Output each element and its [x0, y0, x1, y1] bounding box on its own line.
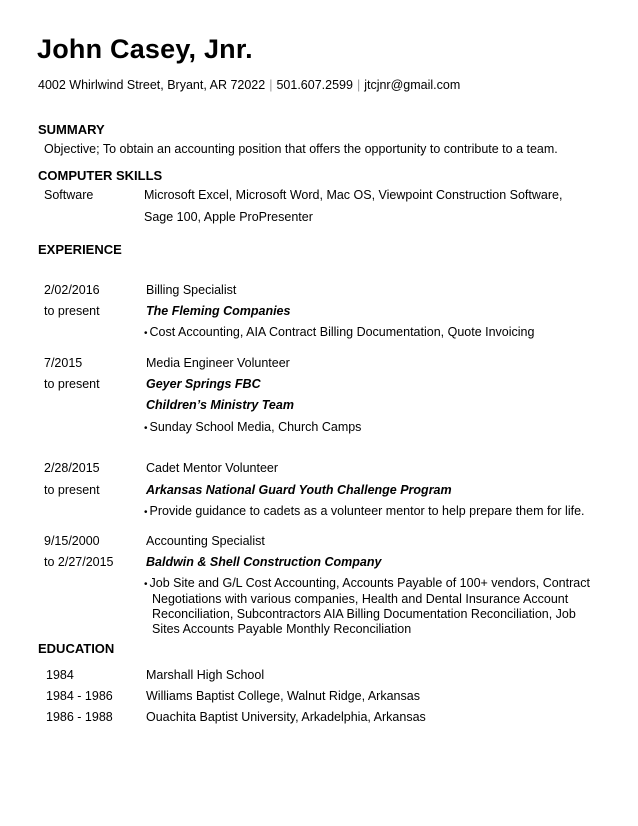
bullet-icon: • [144, 507, 148, 518]
job-bullet [144, 576, 606, 637]
bullet-icon: • [144, 423, 148, 434]
education-year: 1984 - 1986 [46, 689, 113, 703]
job-bullet-text: Provide guidance to cadets as a volunteer mentor to help prepare them for life. [149, 504, 585, 518]
job-title: Billing Specialist [146, 283, 237, 297]
education-school: Williams Baptist College, Walnut Ridge, Arkansas [146, 689, 420, 703]
job-date-end: to present [44, 304, 100, 318]
job-title: Cadet Mentor Volunteer [146, 461, 279, 475]
job-date-start: 9/15/2000 [44, 534, 100, 548]
separator: | [356, 78, 361, 92]
address: 4002 Whirlwind Street, Bryant, AR 72022 [38, 78, 266, 92]
job-date-end: to 2/27/2015 [44, 555, 114, 569]
email-link[interactable]: jtcjnr@gmail.com [364, 78, 461, 92]
job-title: Media Engineer Volunteer [146, 356, 290, 370]
skills-line-2: Sage 100, Apple ProPresenter [144, 210, 313, 224]
summary-text: Objective; To obtain an accounting position that offers the opportunity to contribute to a team. [44, 142, 558, 156]
job-organization-team: Children’s Ministry Team [146, 398, 294, 412]
job-organization: Geyer Springs FBC [146, 377, 261, 391]
job-date-start: 2/02/2016 [44, 283, 100, 297]
job-date-start: 2/28/2015 [44, 461, 100, 475]
job-date-start: 7/2015 [44, 356, 83, 370]
education-school: Marshall High School [146, 668, 265, 682]
resume-name: John Casey, Jnr. [37, 34, 253, 64]
skills-heading: COMPUTER SKILLS [38, 168, 163, 183]
education-school: Ouachita Baptist University, Arkadelphia, Arkansas [146, 710, 426, 724]
education-year: 1984 [46, 668, 74, 682]
experience-heading: EXPERIENCE [38, 242, 122, 257]
job-organization: The Fleming Companies [146, 304, 291, 318]
summary-heading: SUMMARY [38, 122, 105, 137]
job-bullet-text: Job Site and G/L Cost Accounting, Accounts Payable of 100+ vendors, Contract Negotiations with various companies, Health and Dental Insurance Account Reconciliation, Subcontractors AIA Billing Documentation Reconciliation, Job Sites Accounts Payable Monthly Reconciliation [149, 576, 590, 636]
job-title: Accounting Specialist [146, 534, 265, 548]
job-organization: Arkansas National Guard Youth Challenge Program [146, 483, 452, 497]
bullet-icon: • [144, 579, 148, 590]
phone: 501.607.2599 [276, 78, 353, 92]
education-year: 1986 - 1988 [46, 710, 113, 724]
job-organization: Baldwin & Shell Construction Company [146, 555, 382, 569]
skills-line-1: Microsoft Excel, Microsoft Word, Mac OS, Viewpoint Construction Software, [144, 188, 563, 202]
job-date-end: to present [44, 483, 100, 497]
job-bullet [144, 504, 585, 518]
job-bullet-text: Sunday School Media, Church Camps [149, 420, 362, 434]
job-date-end: to present [44, 377, 100, 391]
bullet-icon: • [144, 328, 148, 339]
job-bullet [144, 325, 534, 339]
contact-line [38, 78, 460, 92]
separator: | [269, 78, 273, 92]
education-heading: EDUCATION [38, 641, 115, 656]
job-bullet [144, 420, 361, 434]
skills-label: Software [44, 188, 94, 202]
job-bullet-text: Cost Accounting, AIA Contract Billing Documentation, Quote Invoicing [149, 325, 535, 339]
